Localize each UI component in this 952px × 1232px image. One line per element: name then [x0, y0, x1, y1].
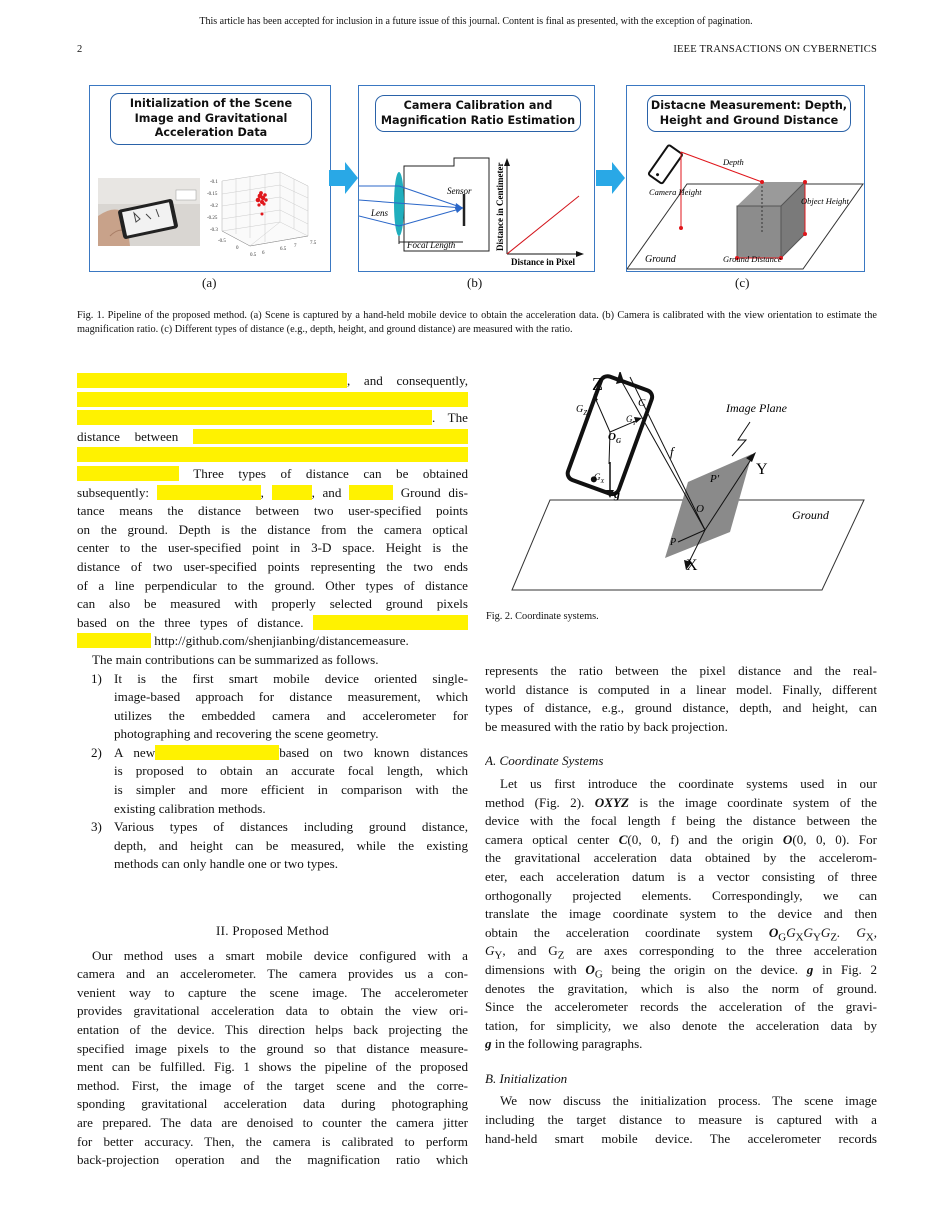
highlight-redaction: [157, 485, 261, 500]
left-column: [77, 372, 468, 1170]
text-line: translate the image coordinate system to the device and then: [485, 906, 877, 922]
panel-c-graphic: [627, 86, 864, 271]
text-line: based on the three types of distance.: [77, 614, 468, 633]
text-line: The main contributions can be summarized as follows.: [92, 651, 379, 667]
text-line: distance between: [77, 428, 468, 447]
text-line: ment can be fulfilled. Fig. 1 shows the pipeline of the proposed: [77, 1059, 468, 1075]
panel-b-title: Camera Calibration and Magnification Ratio Estimation: [375, 95, 581, 132]
text-line: Our method uses a smart mobile device configured with a: [92, 947, 468, 963]
fig1-panel-a: [89, 85, 331, 290]
svg-text:P': P': [710, 473, 720, 485]
svg-text:X: X: [686, 557, 698, 574]
text-line: eter, each acceleration datum is a vector consisting of three: [485, 868, 877, 884]
svg-text:-0.1: -0.1: [210, 180, 218, 185]
svg-text:-0.2: -0.2: [210, 204, 218, 209]
fig1-panel-b: [358, 85, 595, 290]
text-line: hand-held smart mobile device. The accelerometer records: [485, 1130, 877, 1146]
text-line: [77, 632, 468, 651]
svg-text:-0.15: -0.15: [207, 192, 218, 197]
text-line: Three types of distance can be obtained: [77, 465, 468, 484]
svg-text:-0.5: -0.5: [218, 239, 226, 244]
panel-b-graphic: [359, 86, 594, 271]
pipeline-arrow-icon: [596, 160, 626, 196]
panel-a-label: (a): [202, 275, 217, 290]
text-line: sponding gravitational acceleration data during photographing: [77, 1096, 468, 1112]
text-line: . The: [77, 409, 468, 428]
text-line: venient way to capture the scene image. The accelerometer: [77, 984, 468, 1000]
text-line: are prepared. The data are denoised to counter the camera jitter: [77, 1114, 468, 1130]
subsection-heading: B. Initialization: [485, 1070, 568, 1086]
pipeline-arrow-icon: [329, 160, 359, 196]
svg-text:Image Plane: Image Plane: [726, 401, 787, 415]
text-line: [77, 446, 468, 465]
panel-b-label: (b): [467, 275, 483, 290]
text-line: orthogonally projected elements. Correspondingly, we can: [485, 887, 877, 903]
highlight-redaction: [193, 429, 468, 444]
section-heading: II. Proposed Method: [216, 923, 329, 939]
svg-text:OG: $O_G$: [608, 431, 622, 445]
text-line: provides gravitational acceleration data to obtain the view ori-: [77, 1003, 468, 1019]
svg-text:6: 6: [262, 251, 265, 256]
highlight-redaction: [77, 392, 468, 407]
github-link[interactable]: http://github.com/shenjianbing/distancemeasure.: [154, 633, 409, 649]
text-line: method (Fig. 2). OXYZ is the image coordinate system of the: [485, 794, 877, 810]
text-line: denotes the gravitation, which is also the norm of ground.: [485, 980, 877, 996]
text-line: tation, for simplicity, we also denote the acceleration data by: [485, 1017, 877, 1033]
highlight-redaction: [77, 410, 432, 425]
svg-text:Camera Height: Camera Height: [649, 187, 702, 197]
text-line: dimensions with $O_G$ being the origin on the device. g in Fig. 2: [485, 961, 877, 980]
text-line: the gravitational acceleration data obtained by the accelerom-: [485, 850, 877, 866]
svg-text:Distance in Pixel: Distance in Pixel: [511, 257, 575, 267]
text-line: distance of two user-specified points representing the two ends: [77, 558, 468, 574]
fig2-coordinate-diagram: [500, 372, 870, 602]
svg-text:0.5: 0.5: [250, 253, 257, 258]
highlight-redaction: [77, 373, 347, 388]
text-line: including the target distance to measure is captured with a: [485, 1112, 877, 1128]
highlight-redaction: [77, 633, 151, 648]
text-line: device with the focal length f being the distance between the: [485, 813, 877, 829]
highlight-redaction: [349, 485, 393, 500]
text-line: of a line perpendicular to the ground. Other types of distance: [77, 577, 468, 593]
panel-c-title: Distacne Measurement: Depth, Height and Ground Distance: [647, 95, 851, 132]
text-line: types of distance, e.g., ground distance, depth, and height, can: [485, 700, 877, 716]
text-line: Since the accelerometer records the acceleration of the gravi-: [485, 999, 877, 1015]
highlight-redaction: [77, 466, 179, 481]
text-line: tance means the distance between two user-specified points: [77, 503, 468, 519]
panel-a-graphic: [90, 86, 330, 271]
page-number: 2: [77, 44, 83, 55]
text-line: entation of the device. This direction helps back projecting the: [77, 1022, 468, 1037]
text-line: camera optical center C(0, 0, f) and the origin O(0, 0, 0). For: [485, 831, 877, 847]
text-line: obtain the acceleration coordinate system $O_GG_XG_YG_Z$. $G_X$,: [485, 924, 877, 943]
svg-text:7: 7: [294, 244, 297, 249]
text-line: can also be measured with properly selected ground pixels: [77, 596, 468, 612]
svg-text:O: O: [696, 503, 704, 515]
svg-text:Ground: Ground: [645, 254, 676, 265]
svg-text:C: C: [638, 397, 646, 409]
text-line: subsequently: , , and Ground dis-: [77, 484, 468, 500]
acceptance-notice: This article has been accepted for inclusion in a future issue of this journal. Content is final as presented, with the exception of pagination.: [199, 16, 753, 27]
svg-text:Object Height: Object Height: [801, 196, 849, 206]
contribution-item-3: 3) Various types of distances including ground distance, depth, and height can be measured, while the existing methods can only handle one or two types.: [91, 819, 468, 872]
svg-text:Depth: Depth: [723, 157, 744, 167]
svg-text:6.5: 6.5: [280, 247, 287, 252]
text-line: , and consequently,: [77, 372, 468, 391]
acceleration-3d-plot: [207, 172, 317, 258]
text-line: center to the user-specified point in 3-D space. Height is the: [77, 540, 468, 556]
text-line: for better accuracy. Then, the camera is calibrated to perform: [77, 1133, 468, 1149]
fig2-caption: Fig. 2. Coordinate systems.: [486, 611, 599, 622]
text-line: We now discuss the initialization process. The scene image: [500, 1093, 877, 1109]
svg-text:-0.25: -0.25: [207, 216, 218, 221]
subsection-heading: A. Coordinate Systems: [485, 753, 604, 769]
text-line: represents the ratio between the pixel distance and the real-: [485, 663, 877, 678]
svg-text:Ground Distance: Ground Distance: [723, 254, 782, 264]
panel-c-label: (c): [735, 275, 750, 290]
text-line: $G_Y$, and $G_Z$ are axes corresponding to the three acceleration: [485, 943, 877, 961]
svg-text:7.5: 7.5: [310, 241, 317, 246]
svg-text:Ground: Ground: [792, 508, 829, 522]
highlight-redaction: [155, 745, 279, 760]
text-line: world distance is computed in a linear model. Finally, different: [485, 681, 877, 697]
svg-text:g: g: [614, 487, 620, 501]
fig1-caption: Fig. 1. Pipeline of the proposed method. (a) Scene is captured by a hand-held mobile device to obtain the acceleration data. (b) Camera is calibrated with the view orientation to estimate the magnification ratio. (c) Different types of distance (e.g., depth, height, and ground distance) are measured with the ratio.: [77, 310, 877, 335]
text-line: be measured with the ratio by back projection.: [485, 718, 728, 734]
text-line: on the ground. Depth is the distance from the camera optical: [77, 521, 468, 537]
svg-text:GZ: $G_Z$: [576, 404, 588, 417]
text-line: method. First, the image of the target scene and the corre-: [77, 1077, 468, 1093]
contribution-item-1: 1) It is the first smart mobile device oriented single- image-based approach for distance measurement, which utilizes the embedded camera and accelerometer for photographing and recovering the scene geometry.: [91, 670, 468, 742]
highlight-redaction: [272, 485, 312, 500]
svg-text:Sensor: Sensor: [447, 186, 472, 196]
svg-text:f: f: [670, 444, 674, 459]
contribution-item-2: 2) A new based on two known distances is proposed to obtain an accurate focal length, which is simpler and more efficient in comparison with the existing calibration methods.: [91, 744, 468, 816]
svg-text:Focal Length: Focal Length: [407, 240, 456, 250]
text-line: [77, 391, 468, 410]
text-line: back-projection operation and the magnification ratio which: [77, 1152, 468, 1168]
highlight-redaction: [77, 447, 468, 462]
panel-a-title: Initialization of the Scene Image and Gravitational Acceleration Data: [110, 93, 312, 145]
text-line: Let us first introduce the coordinate systems used in our: [500, 775, 877, 791]
text-line: g in the following paragraphs.: [485, 1036, 643, 1052]
svg-text:Y: Y: [756, 461, 768, 478]
hand-held-phone-photo: [98, 178, 200, 246]
text-line: camera and an accelerometer. The camera provides us a con-: [77, 966, 468, 982]
svg-text:GY: $G_Y$: [626, 414, 636, 427]
svg-text:Z: Z: [592, 374, 603, 394]
highlight-redaction: [313, 615, 468, 630]
svg-text:Lens: Lens: [371, 208, 389, 218]
text-line: specified image pixels to the ground so that distance measure-: [77, 1040, 468, 1056]
fig1-panel-c: [626, 85, 865, 290]
svg-text:-0.3: -0.3: [210, 228, 218, 233]
svg-text:Distance in Centimeter: Distance in Centimeter: [495, 162, 505, 251]
journal-title: IEEE TRANSACTIONS ON CYBERNETICS: [673, 44, 877, 55]
svg-text:GX: $G_X$: [594, 472, 605, 485]
svg-text:P: P: [670, 537, 677, 548]
svg-text:0: 0: [236, 246, 239, 251]
right-column: [485, 662, 877, 1148]
